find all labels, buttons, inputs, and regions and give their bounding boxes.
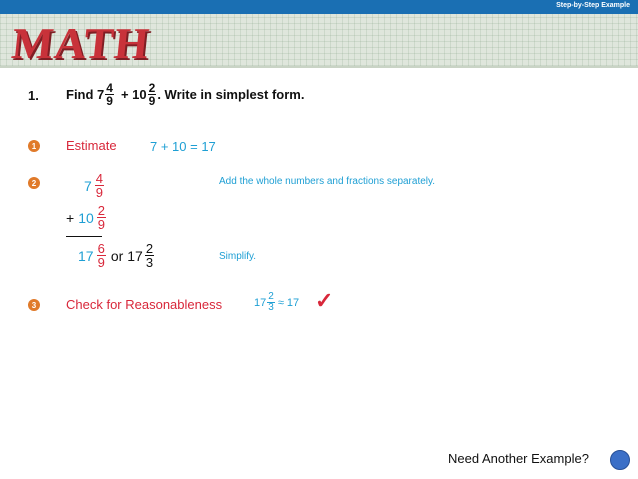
problem-fraction-2 (148, 82, 157, 107)
step-3-label: Check for Reasonableness (66, 297, 223, 312)
fraction-denominator: 9 (97, 217, 105, 232)
fraction-denominator: 9 (95, 185, 104, 200)
check-approx: ≈ 17 (277, 296, 300, 309)
check-fraction (267, 292, 275, 313)
addend-1 (84, 172, 105, 199)
problem-statement (66, 82, 304, 107)
step-1-circle: 1 (28, 140, 40, 152)
simplified-whole: 17 (127, 247, 143, 264)
step-2-circle: 2 (28, 177, 40, 189)
fraction-denominator: 3 (145, 255, 154, 270)
top-bar (0, 0, 638, 14)
header-banner (0, 14, 638, 68)
next-example-button[interactable] (610, 450, 630, 470)
estimate-work: 7 + 10 = 17 (150, 139, 216, 154)
fraction-denominator: 9 (106, 94, 113, 108)
step-2-note-1: Add the whole numbers and fractions separately. (219, 176, 436, 187)
or-text: or (110, 247, 124, 264)
sum-line (66, 236, 102, 237)
fraction-numerator: 6 (97, 241, 105, 256)
step-1-label: Estimate (66, 138, 117, 153)
fraction-numerator: 2 (145, 241, 154, 256)
reasonableness-work (254, 292, 299, 313)
math-logo: MATH (9, 19, 153, 68)
plus-sign: + (66, 209, 75, 226)
fraction-numerator: 2 (148, 81, 156, 95)
step-by-step-label: Step-by-Step Example (556, 2, 630, 9)
addend-1-whole: 7 (84, 177, 92, 194)
fraction-numerator: 2 (97, 203, 105, 218)
problem-prefix: Find 7 (66, 87, 105, 102)
step-3-circle: 3 (28, 299, 40, 311)
fraction-denominator: 3 (268, 302, 274, 313)
simplified-fraction (145, 242, 154, 269)
addend-1-fraction (95, 172, 104, 199)
result-whole: 17 (78, 247, 94, 264)
problem-number: 1. (28, 88, 39, 103)
result-fraction (97, 242, 106, 269)
problem-fraction-1 (105, 82, 114, 107)
checkmark-icon: ✓ (315, 288, 334, 313)
need-another-example-label[interactable]: Need Another Example? (448, 451, 589, 466)
check-whole: 17 (254, 296, 267, 309)
addend-2-whole: 10 (78, 209, 94, 226)
fraction-numerator: 4 (95, 171, 104, 186)
addend-2-fraction (97, 204, 106, 231)
fraction-denominator: 9 (97, 255, 105, 270)
fraction-numerator: 2 (268, 291, 274, 302)
fraction-denominator: 9 (148, 94, 156, 108)
step-2-note-2: Simplify. (219, 251, 257, 262)
addend-2 (66, 204, 107, 231)
sum-result (78, 242, 155, 269)
fraction-numerator: 4 (106, 81, 113, 95)
problem-plus: + 10 (120, 87, 147, 102)
problem-suffix: . Write in simplest form. (157, 87, 305, 102)
